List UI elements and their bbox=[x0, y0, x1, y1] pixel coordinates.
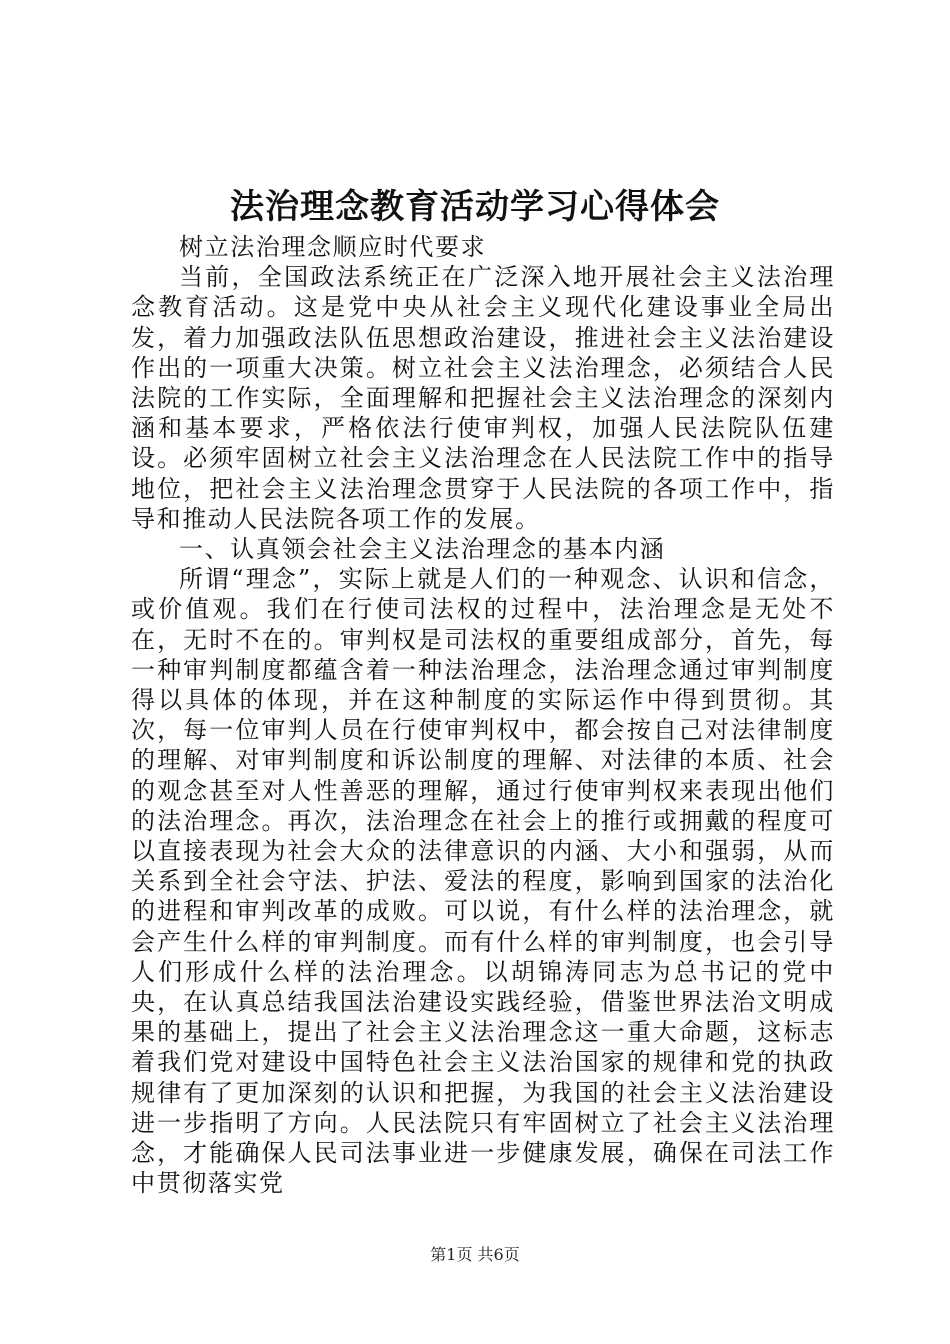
section-heading: 一、认真领会社会主义法治理念的基本内涵 bbox=[179, 535, 666, 564]
document-title: 法治理念教育活动学习心得体会 bbox=[230, 187, 720, 227]
section-heading: 树立法治理念顺应时代要求 bbox=[179, 233, 487, 261]
document-body bbox=[131, 232, 835, 1199]
body-paragraph: 当前，全国政法系统正在广泛深入地开展社会主义法治理念教育活动。这是党中央从社会主义现代化建设事业全局出发，着力加强政法队伍思想政治建设，推进社会主义法治建设作出的一项重大决策。树立社会主义法治理念，必须结合人民法院的工作实际，全面理解和把握社会主义法治理念的深刻内涵和基本要求，严格依法行使审判权，加强人民法院队伍建设。必须牢固树立社会主义法治理念在人民法院工作中的指导地位，把社会主义法治理念贯穿于人民法院的各项工作中，指导和推动人民法院各项工作的发展。 bbox=[131, 263, 835, 533]
body-paragraph: 所谓“理念”，实际上就是人们的一种观念、认识和信念，或价值观。我们在行使司法权的过程中，法治理念是无处不在，无时不在的。审判权是司法权的重要组成部分，首先，每一种审判制度都蕴含着一种法治理念，法治理念通过审判制度得以具体的体现，并在这种制度的实际运作中得到贯彻。其次，每一位审判人员在行使审判权中，都会按自己对法律制度的理解、对审判制度和诉讼制度的理解、对法律的本质、社会的观念甚至对人性善恶的理解，通过行使审判权来表现出他们的法治理念。再次，法治理念在社会上的推行或拥戴的程度可以直接表现为社会大众的法律意识的内涵、大小和强弱，从而关系到全社会守法、护法、爱法的程度，影响到国家的法治化的进程和审判改革的成败。可以说，有什么样的法治理念，就会产生什么样的审判制度。而有什么样的审判制度，也会引导人们形成什么样的法治理念。以胡锦涛同志为总书记的党中央，在认真总结我国法治建设实践经验，借鉴世界法治文明成果的基础上，提出了社会主义法治理念这一重大命题，这标志着我们党对建设中国特色社会主义法治国家的规律和党的执政规律有了更加深刻的认识和把握，为我国的社会主义法治建设进一步指明了方向。人民法院只有牢固树立了社会主义法治理念，才能确保人民司法事业进一步健康发展，确保在司法工作中贯彻落实党 bbox=[131, 565, 835, 1198]
page-number-footer: 第1页 共6页 bbox=[430, 1245, 520, 1264]
